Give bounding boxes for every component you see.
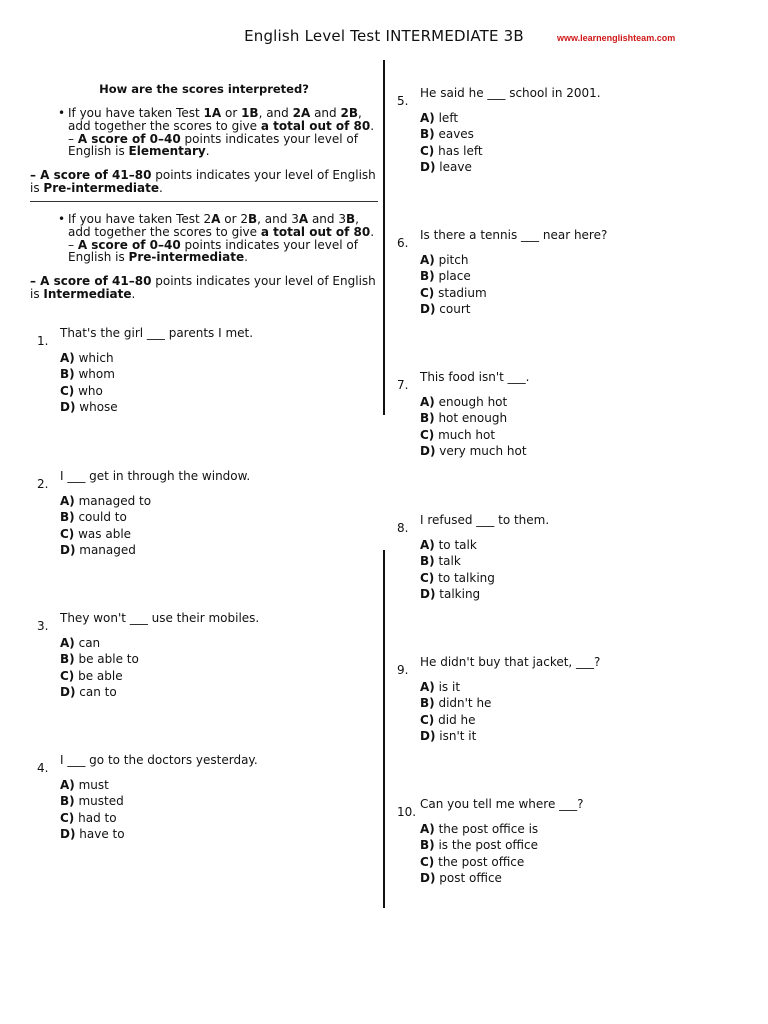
option-letter: D) bbox=[60, 685, 76, 700]
answer-option bbox=[420, 695, 491, 711]
answer-option bbox=[420, 285, 487, 301]
option-letter: C) bbox=[60, 526, 75, 541]
option-letter: B) bbox=[60, 367, 75, 382]
bullet-marker: • bbox=[58, 212, 66, 226]
option-text: talking bbox=[435, 587, 481, 602]
option-letter: B) bbox=[420, 411, 435, 426]
option-text: whom bbox=[74, 367, 115, 382]
option-letter: B) bbox=[60, 794, 75, 809]
option-text: musted bbox=[74, 794, 124, 809]
option-text: isn't it bbox=[435, 729, 477, 744]
option-letter: A) bbox=[420, 538, 435, 552]
answer-options bbox=[60, 493, 151, 559]
option-letter: D) bbox=[420, 587, 436, 602]
answer-option bbox=[420, 570, 495, 586]
option-text: could to bbox=[74, 510, 127, 525]
option-letter: D) bbox=[420, 871, 436, 886]
option-text: post office bbox=[435, 871, 502, 886]
option-letter: A) bbox=[60, 494, 75, 508]
option-text: had to bbox=[74, 810, 117, 825]
option-letter: C) bbox=[420, 427, 435, 442]
question-stem: He said he ___ school in 2001. bbox=[420, 86, 601, 100]
option-letter: C) bbox=[420, 570, 435, 585]
option-text: be able bbox=[74, 668, 123, 683]
question-stem: This food isn't ___. bbox=[420, 370, 530, 384]
option-text: left bbox=[434, 111, 459, 125]
option-text: eaves bbox=[434, 127, 474, 142]
option-text: be able to bbox=[74, 652, 139, 667]
option-text: has left bbox=[434, 143, 483, 158]
option-letter: B) bbox=[60, 510, 75, 525]
option-text: can bbox=[74, 636, 101, 650]
option-text: must bbox=[74, 778, 109, 792]
option-letter: C) bbox=[60, 668, 75, 683]
option-text: which bbox=[74, 351, 114, 365]
answer-option bbox=[420, 586, 495, 602]
option-letter: D) bbox=[60, 543, 76, 558]
question-number: 7. bbox=[397, 378, 409, 392]
answer-option bbox=[60, 777, 125, 793]
option-text: who bbox=[74, 383, 103, 398]
option-text: court bbox=[435, 302, 471, 317]
answer-option bbox=[420, 537, 495, 553]
answer-option bbox=[60, 366, 118, 382]
option-text: to talking bbox=[434, 570, 495, 585]
answer-options bbox=[420, 821, 538, 887]
option-text: stadium bbox=[434, 285, 487, 300]
scores-divider bbox=[30, 201, 378, 202]
answer-option bbox=[420, 252, 487, 268]
option-text: did he bbox=[434, 712, 476, 727]
option-letter: A) bbox=[420, 822, 435, 836]
answer-option bbox=[60, 350, 118, 366]
question-number: 4. bbox=[37, 761, 49, 775]
question-stem: I refused ___ to them. bbox=[420, 513, 550, 527]
answer-option bbox=[420, 679, 491, 695]
answer-options bbox=[60, 777, 125, 843]
answer-option bbox=[420, 268, 487, 284]
option-letter: C) bbox=[420, 712, 435, 727]
option-letter: C) bbox=[420, 285, 435, 300]
answer-option bbox=[60, 509, 151, 525]
answer-option bbox=[420, 110, 483, 126]
option-text: talk bbox=[434, 554, 461, 569]
answer-options bbox=[60, 635, 139, 701]
question-number: 8. bbox=[397, 521, 409, 535]
option-text: leave bbox=[435, 160, 472, 175]
answer-option bbox=[420, 712, 491, 728]
option-text: to talk bbox=[434, 538, 477, 552]
scores-heading: How are the scores interpreted? bbox=[99, 82, 309, 96]
column-divider-bottom bbox=[383, 550, 385, 908]
question-number: 2. bbox=[37, 477, 49, 491]
option-text: much hot bbox=[434, 427, 496, 442]
answer-option bbox=[420, 821, 538, 837]
question-number: 1. bbox=[37, 334, 49, 348]
answer-option bbox=[420, 553, 495, 569]
column-divider-top bbox=[383, 60, 385, 415]
answer-option bbox=[420, 443, 527, 459]
option-letter: B) bbox=[60, 652, 75, 667]
scores-note-2: – A score of 41–80 points indicates your level of English is Intermediate. bbox=[30, 274, 376, 301]
option-text: managed to bbox=[74, 494, 152, 508]
option-letter: C) bbox=[420, 143, 435, 158]
option-text: hot enough bbox=[434, 411, 508, 426]
option-text: was able bbox=[74, 526, 132, 541]
option-letter: A) bbox=[60, 778, 75, 792]
option-letter: A) bbox=[60, 351, 75, 365]
option-letter: B) bbox=[420, 554, 435, 569]
answer-options bbox=[60, 350, 118, 416]
question-number: 5. bbox=[397, 94, 409, 108]
question-stem: They won't ___ use their mobiles. bbox=[60, 611, 260, 625]
option-letter: A) bbox=[420, 680, 435, 694]
question-stem: I ___ get in through the window. bbox=[60, 469, 251, 483]
option-text: very much hot bbox=[435, 444, 527, 459]
question-number: 9. bbox=[397, 663, 409, 677]
option-text: is the post office bbox=[434, 838, 539, 853]
answer-option bbox=[60, 651, 139, 667]
option-text: is it bbox=[434, 680, 461, 694]
answer-option bbox=[60, 793, 125, 809]
question-stem: Can you tell me where ___? bbox=[420, 797, 584, 811]
answer-option bbox=[60, 526, 151, 542]
answer-options bbox=[420, 537, 495, 603]
option-letter: B) bbox=[420, 127, 435, 142]
option-letter: D) bbox=[420, 160, 436, 175]
scores-bullet-2: • If you have taken Test 2A or 2B, and 3A and 3B, add together the scores to give a total out of 80. – A score of 0–40 points indicates your level of English is Pre-intermediate. bbox=[58, 212, 375, 265]
page-title: English Level Test INTERMEDIATE 3B bbox=[244, 27, 524, 45]
question-stem: Is there a tennis ___ near here? bbox=[420, 228, 608, 242]
option-text: have to bbox=[75, 827, 125, 842]
answer-option bbox=[420, 143, 483, 159]
question-stem: I ___ go to the doctors yesterday. bbox=[60, 753, 258, 767]
answer-option bbox=[60, 399, 118, 415]
answer-option bbox=[420, 854, 538, 870]
option-text: the post office is bbox=[434, 822, 539, 836]
option-letter: A) bbox=[420, 395, 435, 409]
answer-option bbox=[420, 870, 538, 886]
answer-option bbox=[60, 684, 139, 700]
question-number: 10. bbox=[397, 805, 417, 819]
option-letter: A) bbox=[420, 111, 435, 125]
answer-option bbox=[60, 810, 125, 826]
option-letter: B) bbox=[420, 269, 435, 284]
option-letter: A) bbox=[60, 636, 75, 650]
scores-bullet-1: • If you have taken Test 1A or 1B, and 2A and 2B, add together the scores to give a total out of 80. – A score of 0–40 points indicates your level of English is Elementary. bbox=[58, 106, 375, 159]
scores-note-1: – A score of 41–80 points indicates your level of English is Pre-intermediate. bbox=[30, 168, 376, 195]
option-letter: B) bbox=[420, 838, 435, 853]
option-letter: D) bbox=[60, 400, 76, 415]
option-text: didn't he bbox=[434, 696, 492, 711]
website-link[interactable]: www.learnenglishteam.com bbox=[557, 33, 676, 43]
question-number: 6. bbox=[397, 236, 409, 250]
answer-option bbox=[60, 635, 139, 651]
question-stem: He didn't buy that jacket, ___? bbox=[420, 655, 601, 669]
option-text: can to bbox=[75, 685, 117, 700]
option-letter: C) bbox=[420, 854, 435, 869]
answer-option bbox=[420, 837, 538, 853]
option-letter: C) bbox=[60, 383, 75, 398]
answer-option bbox=[60, 383, 118, 399]
option-text: enough hot bbox=[434, 395, 508, 409]
option-text: pitch bbox=[434, 253, 469, 267]
answer-option bbox=[420, 427, 527, 443]
question-number: 3. bbox=[37, 619, 49, 633]
answer-option bbox=[420, 394, 527, 410]
answer-option bbox=[60, 542, 151, 558]
answer-options bbox=[420, 252, 487, 318]
option-letter: D) bbox=[420, 302, 436, 317]
answer-option bbox=[60, 668, 139, 684]
answer-option bbox=[420, 159, 483, 175]
option-letter: C) bbox=[60, 810, 75, 825]
option-letter: D) bbox=[60, 827, 76, 842]
option-text: managed bbox=[75, 543, 136, 558]
option-letter: B) bbox=[420, 696, 435, 711]
answer-options bbox=[420, 110, 483, 176]
answer-option bbox=[420, 728, 491, 744]
answer-option bbox=[60, 826, 125, 842]
answer-option bbox=[60, 493, 151, 509]
answer-option bbox=[420, 126, 483, 142]
option-letter: A) bbox=[420, 253, 435, 267]
option-letter: D) bbox=[420, 444, 436, 459]
answer-options bbox=[420, 394, 527, 460]
option-text: whose bbox=[75, 400, 118, 415]
answer-option bbox=[420, 410, 527, 426]
answer-option bbox=[420, 301, 487, 317]
question-stem: That's the girl ___ parents I met. bbox=[60, 326, 254, 340]
option-text: place bbox=[434, 269, 471, 284]
option-letter: D) bbox=[420, 729, 436, 744]
option-text: the post office bbox=[434, 854, 525, 869]
bullet-marker: • bbox=[58, 106, 66, 120]
answer-options bbox=[420, 679, 491, 745]
